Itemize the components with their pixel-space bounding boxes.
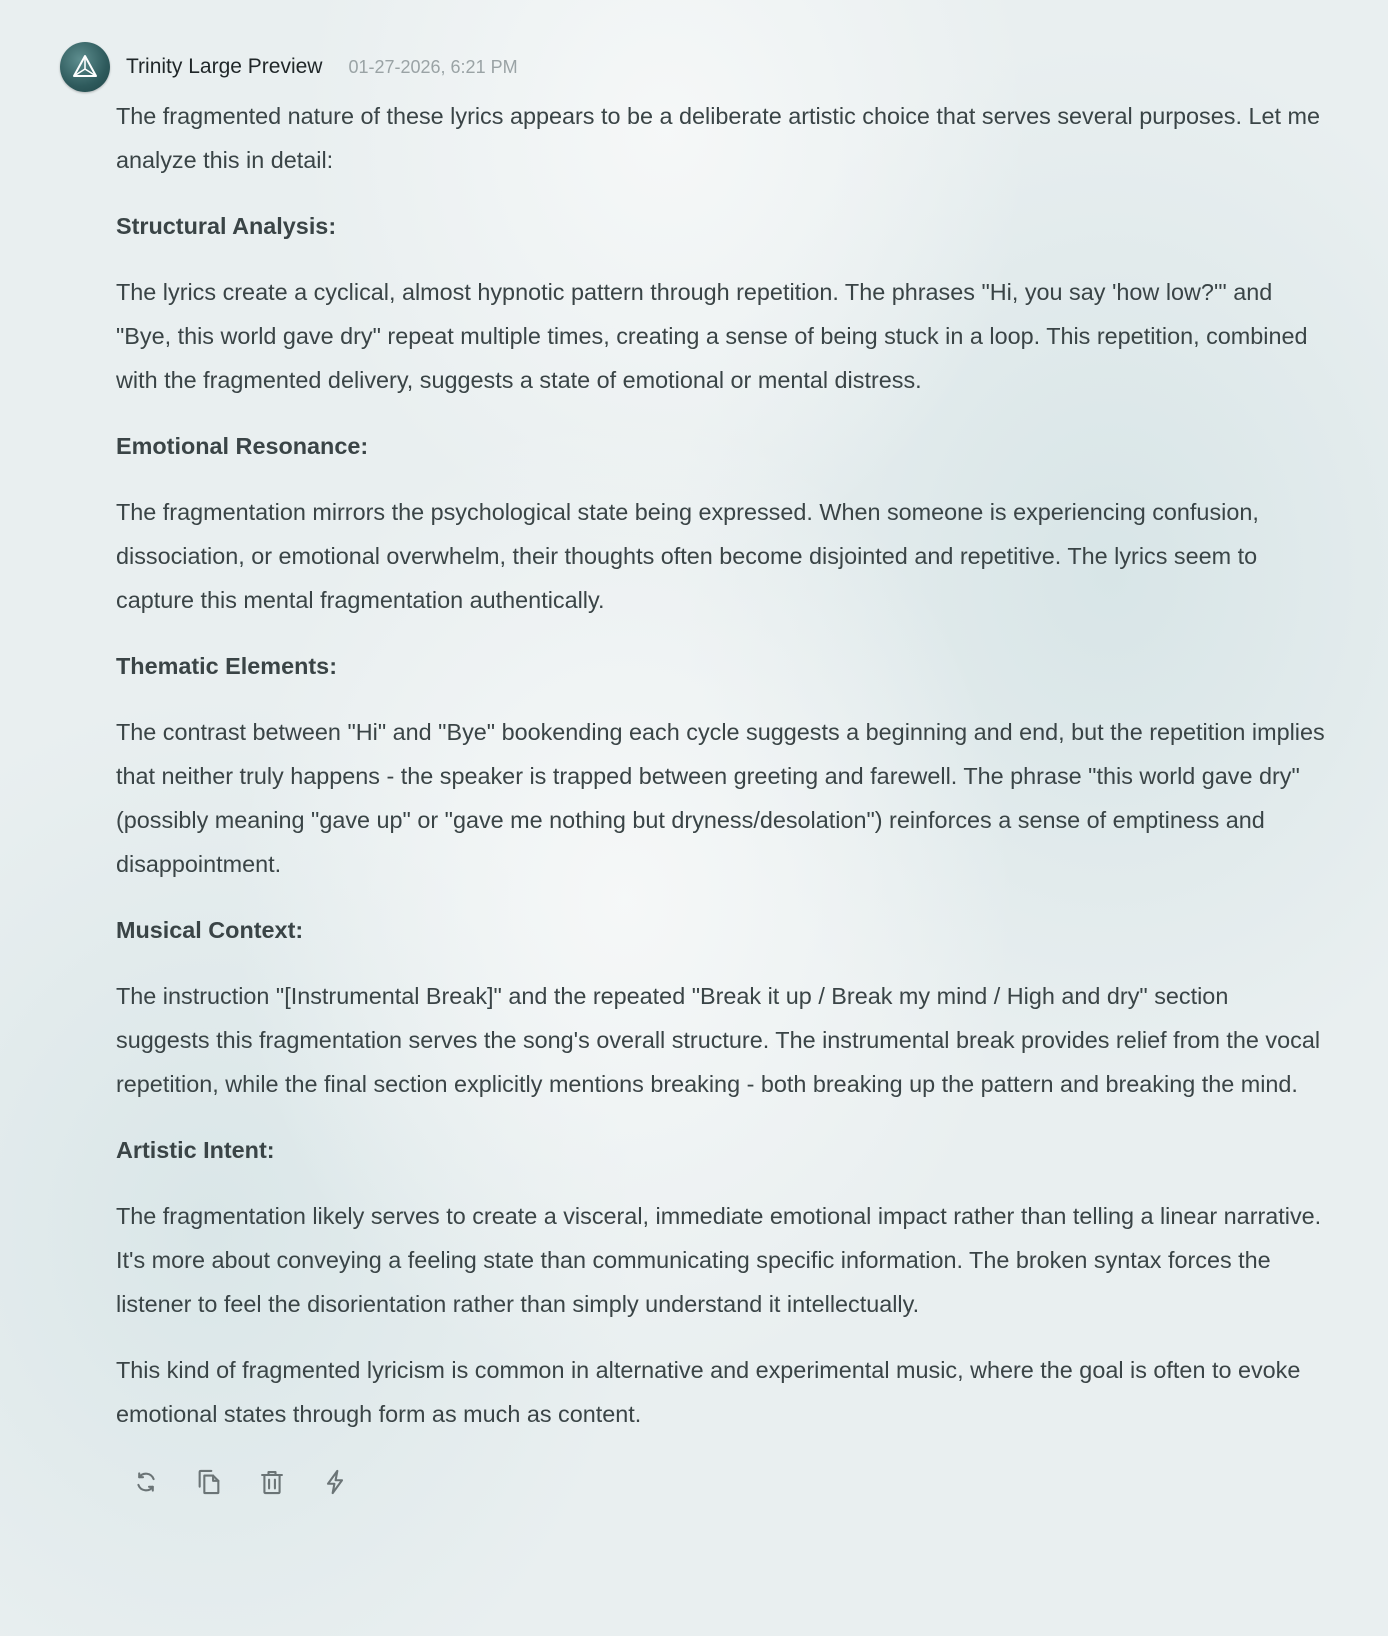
delete-icon bbox=[258, 1468, 286, 1496]
regenerate-button[interactable] bbox=[128, 1464, 164, 1500]
lightning-button[interactable] bbox=[317, 1464, 353, 1500]
copy-button[interactable] bbox=[191, 1464, 227, 1500]
section-body: The fragmentation likely serves to create a visceral, immediate emotional impact rather than telling a linear narrative. It's more about conveying a feeling state than communicating specific information. The broken syntax forces the listener to feel the disorientation rather than simply understand it intellectually. bbox=[116, 1203, 1322, 1317]
lightning-icon bbox=[321, 1468, 349, 1496]
avatar bbox=[60, 42, 110, 92]
section-heading: Thematic Elements: bbox=[116, 653, 337, 679]
section-heading: Artistic Intent: bbox=[116, 1137, 275, 1163]
message-content bbox=[116, 94, 1326, 1436]
message-header bbox=[60, 42, 1360, 92]
section-body: The fragmentation mirrors the psychological state being expressed. When someone is experiencing confusion, dissociation, or emotional overwhelm, their thoughts often become disjointed and repetitive. The lyrics seem to capture this mental fragmentation authentically. bbox=[116, 499, 1259, 613]
model-name: Trinity Large Preview bbox=[126, 55, 323, 78]
section-heading: Structural Analysis: bbox=[116, 213, 337, 239]
section-body: The lyrics create a cyclical, almost hypnotic pattern through repetition. The phrases "Hi, you say 'how low?'" and "Bye, this world gave dry" repeat multiple times, creating a sense of being stuck in a loop. This repetition, combined with the fragmented delivery, suggests a state of emotional or mental distress. bbox=[116, 279, 1308, 393]
message-timestamp: 01-27-2026, 6:21 PM bbox=[348, 56, 518, 77]
assistant-message bbox=[60, 42, 1360, 1500]
section-heading: Emotional Resonance: bbox=[116, 433, 369, 459]
section-heading: Musical Context: bbox=[116, 917, 304, 943]
section-body: The instruction "[Instrumental Break]" and the repeated "Break it up / Break my mind / High and dry" section suggests this fragmentation serves the song's overall structure. The instrumental break provides relief from the vocal repetition, while the final section explicitly mentions breaking - both breaking up the pattern and breaking the mind. bbox=[116, 983, 1321, 1097]
message-actions bbox=[128, 1464, 1360, 1500]
copy-icon bbox=[195, 1468, 223, 1496]
trinity-logo-icon bbox=[70, 52, 100, 82]
conclusion-paragraph: This kind of fragmented lyricism is common in alternative and experimental music, where the goal is often to evoke emotional states through form as much as content. bbox=[116, 1357, 1301, 1427]
delete-button[interactable] bbox=[254, 1464, 290, 1500]
intro-paragraph: The fragmented nature of these lyrics appears to be a deliberate artistic choice that serves several purposes. Let me analyze this in detail: bbox=[116, 103, 1320, 173]
section-body: The contrast between "Hi" and "Bye" bookending each cycle suggests a beginning and end, but the repetition implies that neither truly happens - the speaker is trapped between greeting and farewell. The phrase "this world gave dry" (possibly meaning "gave up" or "gave me nothing but dryness/desolation") reinforces a sense of emptiness and disappointment. bbox=[116, 719, 1325, 877]
regenerate-icon bbox=[132, 1468, 160, 1496]
